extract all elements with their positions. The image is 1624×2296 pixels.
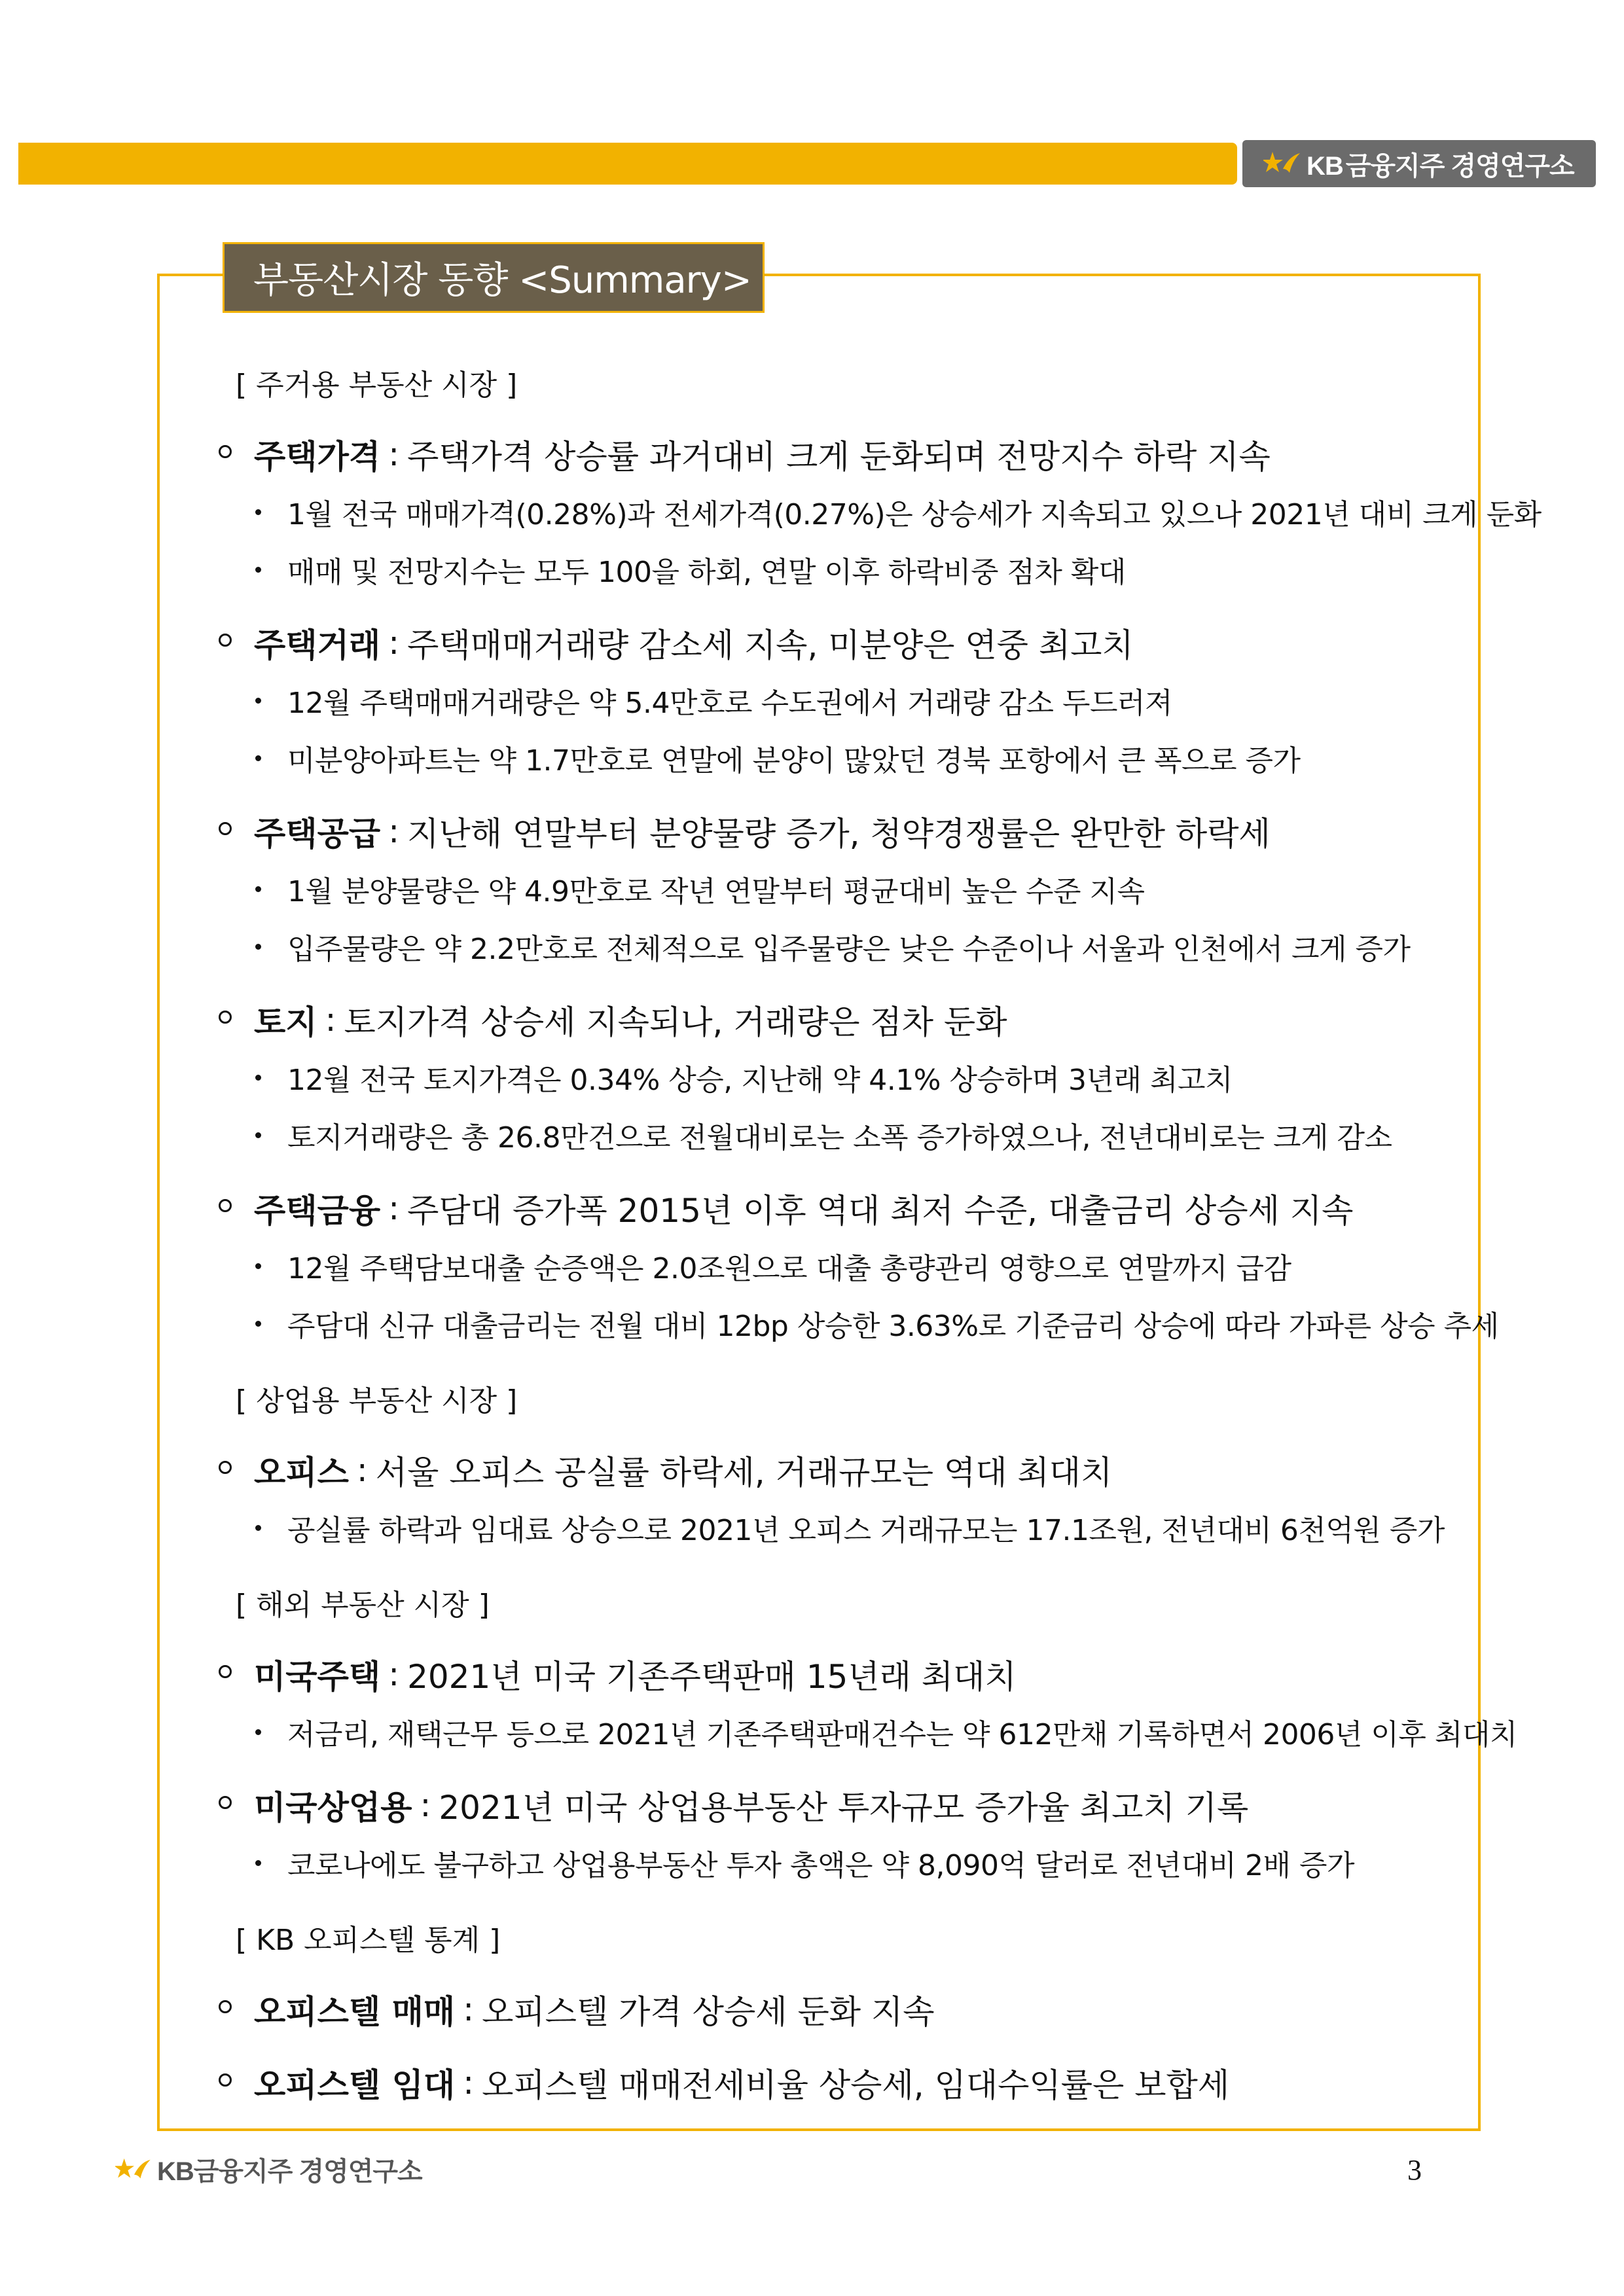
dot-bullet-icon bbox=[255, 1860, 261, 1866]
kb-star-logo-icon bbox=[1263, 149, 1301, 178]
header-brand bbox=[1242, 140, 1596, 187]
sub-item-text: 공실률 하락과 임대료 상승으로 2021년 오피스 거래규모는 17.1조원, 전년대비 6천억원 증가 bbox=[287, 1514, 1445, 1547]
item-key: 미국상업용 bbox=[254, 1789, 412, 1827]
item-separator: : bbox=[388, 812, 400, 850]
hollow-circle-bullet-icon bbox=[219, 445, 232, 458]
sub-item-text: 12월 주택매매거래량은 약 5.4만호로 수도권에서 거래량 감소 두드러져 bbox=[287, 687, 1172, 720]
item-land bbox=[219, 996, 1007, 1043]
header-accent-bar bbox=[18, 143, 1237, 185]
item-text: 주담대 증가폭 2015년 이후 역대 최저 수준, 대출금리 상승세 지속 bbox=[407, 1192, 1354, 1230]
dot-bullet-icon bbox=[255, 1132, 261, 1138]
dot-bullet-icon bbox=[255, 509, 261, 515]
item-key: 주택공급 bbox=[254, 815, 381, 853]
item-separator: : bbox=[356, 1451, 368, 1489]
item-text: 서울 오피스 공실률 하락세, 거래규모는 역대 최대치 bbox=[375, 1454, 1113, 1492]
dot-bullet-icon bbox=[255, 1263, 261, 1269]
item-text: 2021년 미국 상업용부동산 투자규모 증가율 최고치 기록 bbox=[439, 1789, 1249, 1827]
sub-item bbox=[255, 925, 1410, 967]
sub-item bbox=[255, 1114, 1392, 1156]
summary-box-top-right-border bbox=[765, 274, 1481, 276]
hollow-circle-bullet-icon bbox=[219, 822, 232, 835]
item-office bbox=[219, 1446, 1112, 1494]
dot-bullet-icon bbox=[255, 1321, 261, 1327]
sub-item-text: 매매 및 전망지수는 모두 100을 하회, 연말 이후 하락비중 점차 확대 bbox=[287, 556, 1126, 589]
hollow-circle-bullet-icon bbox=[219, 634, 232, 647]
dot-bullet-icon bbox=[255, 1525, 261, 1531]
hollow-circle-bullet-icon bbox=[219, 1796, 232, 1809]
item-text: 토지가격 상승세 지속되나, 거래량은 점차 둔화 bbox=[344, 1003, 1007, 1041]
item-key: 오피스 bbox=[254, 1454, 349, 1492]
hollow-circle-bullet-icon bbox=[219, 1665, 232, 1678]
item-key: 주택가격 bbox=[254, 438, 381, 476]
sub-item bbox=[255, 1507, 1445, 1549]
section-heading-commercial: [ 상업용 부동산 시장 ] bbox=[236, 1384, 518, 1418]
sub-item-text: 12월 전국 토지가격은 0.34% 상승, 지난해 약 4.1% 상승하며 3년래 최고치 bbox=[287, 1064, 1233, 1097]
hollow-circle-bullet-icon bbox=[219, 2000, 232, 2013]
sub-item-text: 코로나에도 불구하고 상업용부동산 투자 총액은 약 8,090억 달러로 전년대비 2배 증가 bbox=[287, 1849, 1354, 1882]
sub-item bbox=[255, 868, 1144, 910]
footer-brand bbox=[115, 2151, 422, 2188]
item-text: 오피스텔 매매전세비율 상승세, 임대수익률은 보합세 bbox=[482, 2066, 1230, 2104]
sub-item-text: 12월 주택담보대출 순증액은 2.0조원으로 대출 총량관리 영향으로 연말까지 급감 bbox=[287, 1252, 1291, 1285]
sub-item-text: 미분양아파트는 약 1.7만호로 연말에 분양이 많았던 경북 포항에서 큰 폭으로 증가 bbox=[287, 744, 1301, 778]
item-us-housing bbox=[219, 1651, 1017, 1698]
item-text: 지난해 연말부터 분양물량 증가, 청약경쟁률은 완만한 하락세 bbox=[407, 815, 1271, 853]
dot-bullet-icon bbox=[255, 698, 261, 704]
hollow-circle-bullet-icon bbox=[219, 1011, 232, 1024]
item-separator: : bbox=[388, 624, 400, 662]
dot-bullet-icon bbox=[255, 567, 261, 573]
sub-item bbox=[255, 491, 1542, 533]
hollow-circle-bullet-icon bbox=[219, 2073, 232, 2087]
summary-title-tab bbox=[223, 242, 765, 313]
footer-brand-name: 금융지주 경영연구소 bbox=[193, 2157, 422, 2186]
sub-item-text: 저금리, 재택근무 등으로 2021년 기존주택판매건수는 약 612만채 기록하면서 2006년 이후 최대치 bbox=[287, 1718, 1517, 1751]
item-separator: : bbox=[388, 1655, 400, 1693]
item-text: 2021년 미국 기존주택판매 15년래 최대치 bbox=[407, 1658, 1017, 1696]
item-officetel-sale bbox=[219, 1986, 935, 2033]
footer-brand-kb: KB bbox=[157, 2157, 194, 2186]
sub-item bbox=[255, 1056, 1233, 1098]
page-number: 3 bbox=[1407, 2154, 1422, 2186]
item-key: 오피스텔 매매 bbox=[254, 1993, 456, 2031]
item-text: 주택가격 상승률 과거대비 크게 둔화되며 전망지수 하락 지속 bbox=[407, 438, 1271, 476]
item-officetel-rent bbox=[219, 2059, 1229, 2106]
item-separator: : bbox=[420, 1786, 431, 1824]
section-heading-residential: [ 주거용 부동산 시장 ] bbox=[236, 368, 518, 402]
hollow-circle-bullet-icon bbox=[219, 1199, 232, 1212]
sub-item bbox=[255, 1302, 1499, 1344]
item-housing-supply bbox=[219, 808, 1271, 855]
item-key: 오피스텔 임대 bbox=[254, 2066, 456, 2104]
dot-bullet-icon bbox=[255, 944, 261, 950]
item-housing-finance bbox=[219, 1185, 1353, 1232]
section-heading-kb-officetel: [ KB 오피스텔 통계 ] bbox=[236, 1924, 501, 1957]
dot-bullet-icon bbox=[255, 886, 261, 892]
sub-item bbox=[255, 1842, 1354, 1884]
item-key: 주택거래 bbox=[254, 626, 381, 664]
page-title: 부동산시장 동향 <Summary> bbox=[253, 259, 751, 302]
header-brand-name: 금융지주 경영연구소 bbox=[1345, 151, 1574, 181]
item-housing-transaction bbox=[219, 619, 1134, 666]
kb-star-logo-icon bbox=[115, 2156, 152, 2183]
sub-item bbox=[255, 1245, 1291, 1287]
item-separator: : bbox=[463, 2064, 475, 2102]
section-heading-overseas: [ 해외 부동산 시장 ] bbox=[236, 1588, 490, 1622]
item-key: 미국주택 bbox=[254, 1658, 381, 1696]
dot-bullet-icon bbox=[255, 1075, 261, 1081]
sub-item-text: 입주물량은 약 2.2만호로 전체적으로 입주물량은 낮은 수준이나 서울과 인천에서 크게 증가 bbox=[287, 933, 1411, 966]
sub-item bbox=[255, 679, 1172, 721]
sub-item bbox=[255, 1711, 1517, 1753]
item-separator: : bbox=[325, 1001, 336, 1039]
item-key: 주택금융 bbox=[254, 1192, 381, 1230]
item-separator: : bbox=[388, 1189, 400, 1227]
sub-item-text: 주담대 신규 대출금리는 전월 대비 12bp 상승한 3.63%로 기준금리 상승에 따라 가파른 상승 추세 bbox=[287, 1310, 1499, 1343]
summary-box-top-left-border bbox=[157, 274, 223, 276]
sub-item-text: 1월 분양물량은 약 4.9만호로 작년 연말부터 평균대비 높은 수준 지속 bbox=[287, 875, 1145, 908]
sub-item bbox=[255, 548, 1126, 590]
dot-bullet-icon bbox=[255, 1729, 261, 1735]
sub-item-text: 토지거래량은 총 26.8만건으로 전월대비로는 소폭 증가하였으나, 전년대비로는 크게 감소 bbox=[287, 1121, 1392, 1155]
item-separator: : bbox=[463, 1990, 475, 2028]
item-key: 토지 bbox=[254, 1003, 317, 1041]
dot-bullet-icon bbox=[255, 755, 261, 761]
item-us-commercial bbox=[219, 1782, 1248, 1829]
sub-item bbox=[255, 737, 1300, 779]
item-housing-price bbox=[219, 431, 1271, 478]
item-text: 주택매매거래량 감소세 지속, 미분양은 연중 최고치 bbox=[407, 626, 1134, 664]
hollow-circle-bullet-icon bbox=[219, 1461, 232, 1474]
item-text: 오피스텔 가격 상승세 둔화 지속 bbox=[482, 1993, 935, 2031]
sub-item-text: 1월 전국 매매가격(0.28%)과 전세가격(0.27%)은 상승세가 지속되고 있으나 2021년 대비 크게 둔화 bbox=[287, 498, 1542, 531]
header-brand-kb: KB bbox=[1307, 151, 1343, 181]
item-separator: : bbox=[388, 435, 400, 473]
